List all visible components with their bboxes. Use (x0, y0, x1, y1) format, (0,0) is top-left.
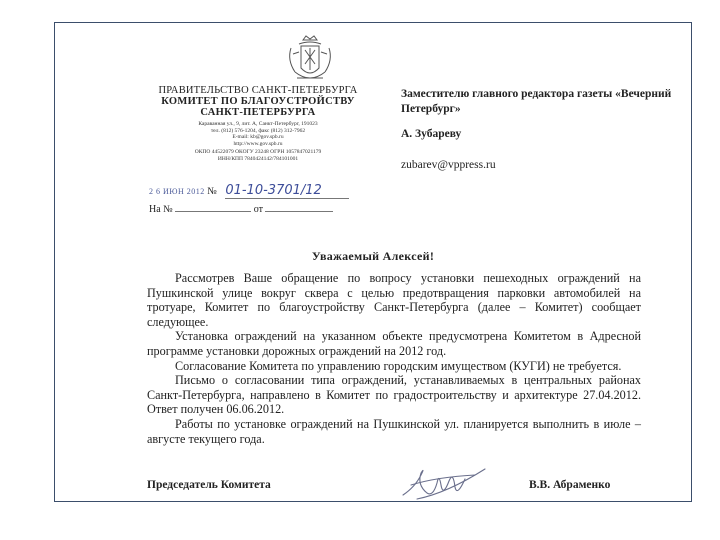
government-name: ПРАВИТЕЛЬСТВО САНКТ-ПЕТЕРБУРГА (158, 85, 358, 96)
coat-of-arms-emblem (285, 34, 335, 86)
committee-city: САНКТ-ПЕТЕРБУРГА (200, 107, 316, 118)
sender-phone: тел. (812) 576-1204, факс (812) 312-7962 (210, 127, 306, 134)
document-frame (54, 22, 692, 502)
body-paragraph: Работы по установке ограждений на Пушкинской ул. планируется выполнить в июле – августе текущего года. (147, 416, 641, 446)
addressee-block (401, 87, 681, 173)
registration-line (149, 183, 349, 199)
registration-number: 01-10-3701/12 (225, 183, 349, 199)
committee-name: КОМИТЕТ ПО БЛАГОУСТРОЙСТВУ (161, 96, 355, 107)
reference-line (149, 203, 333, 215)
handwritten-signature (397, 463, 493, 503)
addressee-position: Заместителю главного редактора газеты «Вечерний Петербург» (401, 88, 672, 115)
registration-date-stamp: 2 6 ИЮН 2012 (149, 187, 205, 196)
sender-email: E-mail: kb@gov.spb.ru (232, 134, 284, 140)
body-paragraph: Согласование Комитета по управлению городским имуществом (КУГИ) не требуется. (175, 358, 622, 373)
sender-codes: ОКПО 44522079 ОКОГУ 23248 ОГРН 1057847021179 (194, 149, 322, 155)
addressee-name: А. Зубареву (401, 128, 462, 140)
reference-blank (175, 203, 251, 212)
body-paragraph: Письмо о согласовании типа ограждений, устанавливаемых в центральных районах Санкт-Петербурга, направлено в Комитет по градостроительству и архитектуре 27.04.2012. Ответ получен 06.06.2012. (147, 373, 641, 417)
number-sign: № (207, 186, 217, 197)
signer-title: Председатель Комитета (147, 479, 271, 491)
body-paragraph: Рассмотрев Ваше обращение по вопросу установки пешеходных ограждений на Пушкинской улице вокруг сквера с целью предотвращения парковки автомобилей на тротуаре, Комитет по благоустройству Санкт-Петербурга (далее – Комитет) сообщает следующее. (147, 271, 641, 329)
sender-tax-codes: ИНН/КПП 7840424142/784101001 (217, 155, 299, 162)
body-paragraph: Установка ограждений на указанном объекте предусмотрена Комитетом в Адресной программе установки дорожных ограждений на 2012 год. (147, 329, 641, 358)
sender-website: http://www.gov.spb.ru (233, 140, 283, 147)
reference-label: На № (149, 204, 173, 215)
salutation: Уважаемый Алексей! (311, 249, 435, 263)
from-label: от (253, 204, 263, 215)
letter-page (55, 23, 691, 501)
sender-address: Караванная ул., 9, лит. А, Санкт-Петербург, 191023 (198, 121, 318, 127)
signer-name: В.В. Абраменко (529, 479, 611, 491)
from-blank (265, 203, 333, 212)
addressee-email: zubarev@vppress.ru (401, 159, 496, 171)
sender-letterhead (143, 85, 373, 162)
letter-body (147, 271, 641, 446)
